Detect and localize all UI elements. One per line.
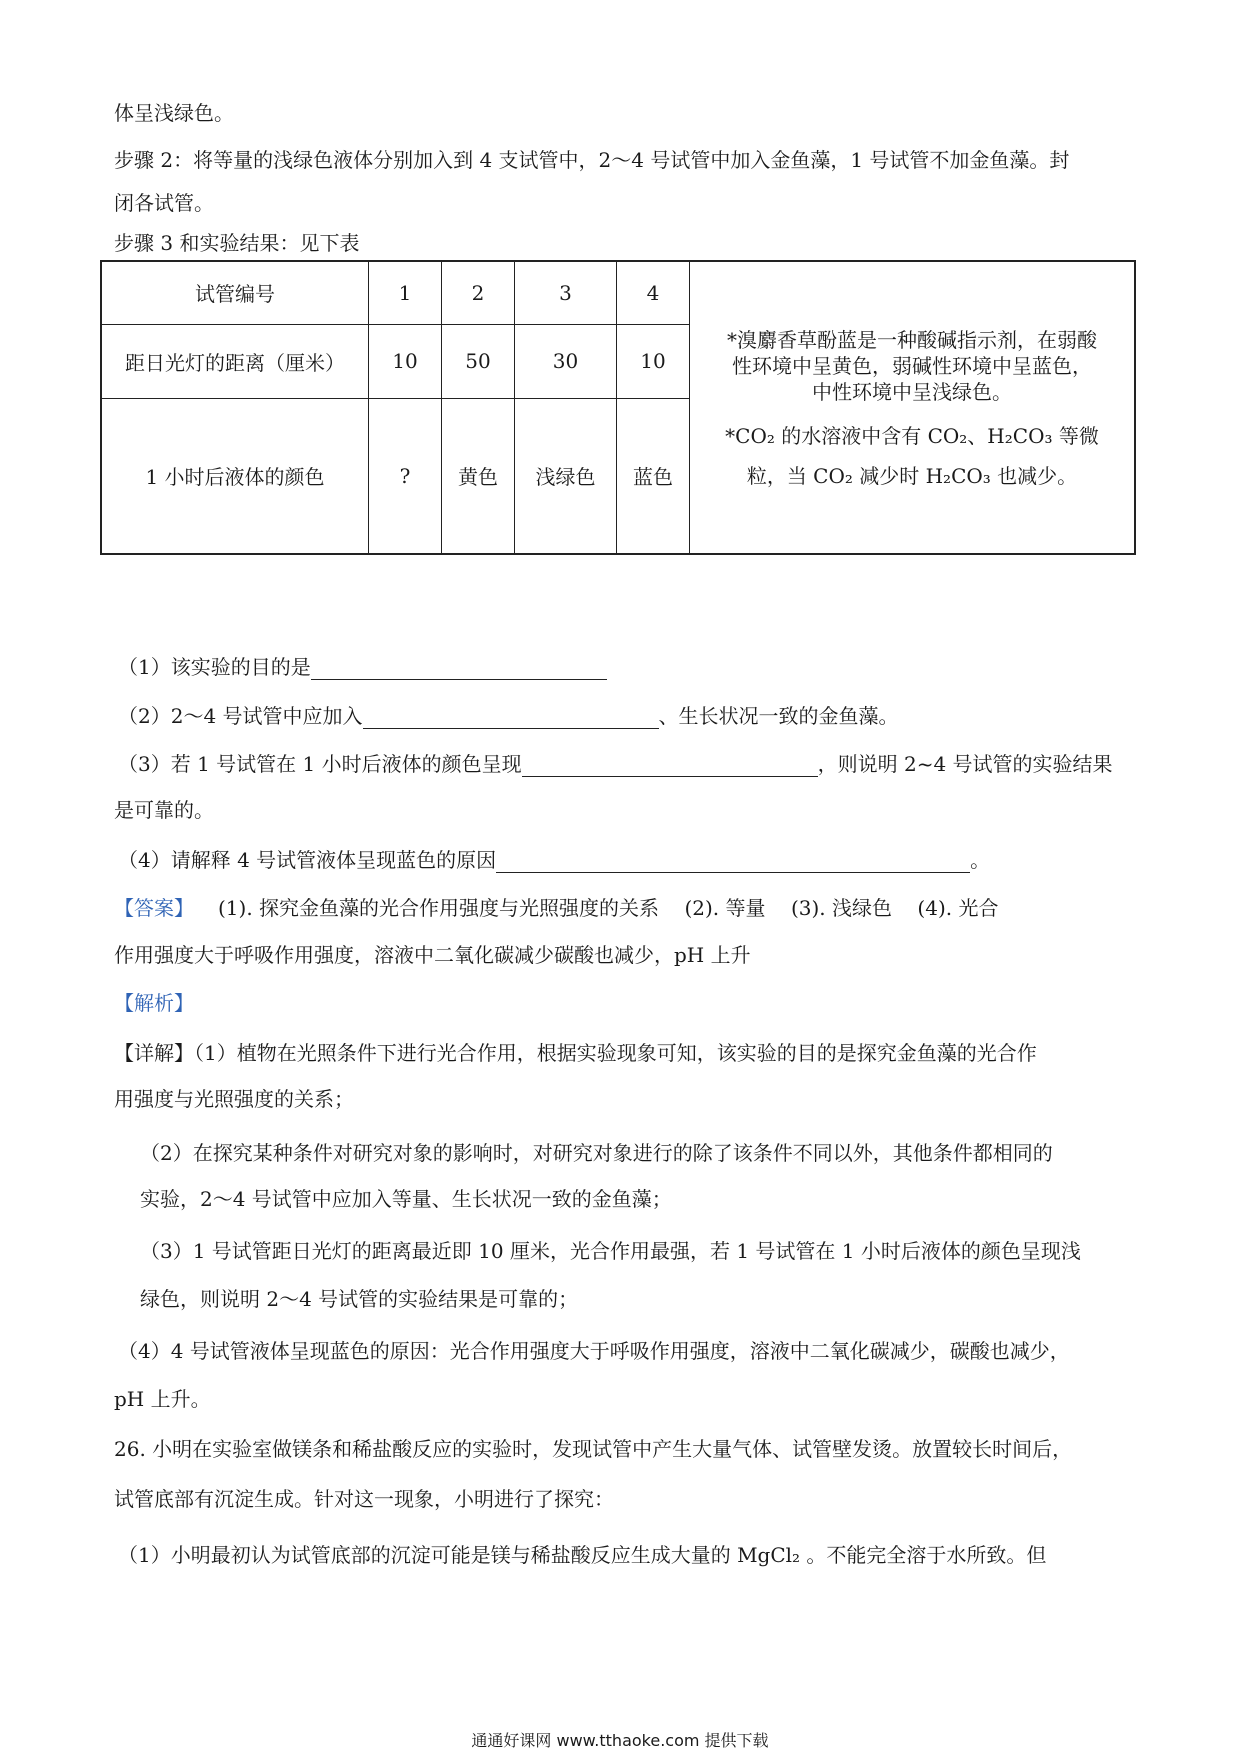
distance-cell: 10 — [369, 324, 442, 398]
answer-line — [114, 895, 998, 921]
distance-cell: 30 — [515, 324, 617, 398]
color-cell: 蓝色 — [617, 398, 690, 554]
detail-2: （2）在探究某种条件对研究对象的影响时，对研究对象进行的除了该条件不同以外，其他条件都相同的 — [140, 1141, 1053, 1165]
answer-tag: 【答案】 — [114, 896, 194, 920]
answer-line-cont: 作用强度大于呼吸作用强度，溶液中二氧化碳减少碳酸也减少，pH 上升 — [114, 943, 751, 967]
question-3-suffix: ，则说明 2~4 号试管的实验结果 — [817, 752, 1113, 776]
row-label-distance: 距日光灯的距离（厘米） — [101, 324, 369, 398]
tube-number: 1 — [369, 261, 442, 324]
note-indicator-line3: 中性环境中呈浅绿色。 — [812, 379, 1012, 404]
question-3 — [118, 751, 1113, 777]
answer-blank — [522, 754, 818, 777]
row-label-color: 1 小时后液体的颜色 — [101, 398, 369, 554]
question-3-cont: 是可靠的。 — [114, 798, 214, 822]
step2-line-cont: 闭各试管。 — [114, 191, 214, 215]
question-26-part1: （1）小明最初认为试管底部的沉淀可能是镁与稀盐酸反应生成大量的 MgCl₂ 。不能完全溶于水所致。但 — [118, 1543, 1047, 1567]
analysis-tag: 【解析】 — [114, 991, 194, 1015]
detail-3-cont: 绿色，则说明 2～4 号试管的实验结果是可靠的； — [140, 1287, 579, 1311]
distance-cell: 50 — [442, 324, 515, 398]
detail-3: （3）1 号试管距日光灯的距离最近即 10 厘米，光合作用最强，若 1 号试管在 1 小时后液体的颜色呈现浅 — [140, 1239, 1081, 1263]
question-1 — [118, 654, 607, 680]
step3-line: 步骤 3 和实验结果：见下表 — [114, 231, 360, 255]
table-notes — [690, 261, 1136, 554]
detail-2-cont: 实验，2～4 号试管中应加入等量、生长状况一致的金鱼藻； — [140, 1187, 672, 1211]
question-3-text: （3）若 1 号试管在 1 小时后液体的颜色呈现 — [118, 752, 522, 776]
question-4-suffix: 。 — [970, 848, 991, 872]
experiment-table — [100, 260, 1136, 555]
note-indicator-line2: 性环境中呈黄色，弱碱性环境中呈蓝色， — [732, 353, 1092, 378]
color-cell: ? — [369, 398, 442, 554]
detail-1: 【详解】（1）植物在光照条件下进行光合作用，根据实验现象可知，该实验的目的是探究金鱼藻的光合作 — [114, 1041, 1037, 1065]
page-footer: 通通好课网 www.tthaoke.com 提供下载 — [471, 1731, 769, 1750]
detail-4-cont: pH 上升。 — [114, 1387, 211, 1411]
tube-number: 4 — [617, 261, 690, 324]
answer-blank — [363, 706, 659, 729]
distance-cell: 10 — [617, 324, 690, 398]
question-2-text: （2）2～4 号试管中应加入 — [118, 704, 363, 728]
detail-4: （4）4 号试管液体呈现蓝色的原因：光合作用强度大于呼吸作用强度，溶液中二氧化碳减少，碳酸也减少， — [118, 1339, 1070, 1363]
question-26-cont: 试管底部有沉淀生成。针对这一现象，小明进行了探究： — [114, 1487, 614, 1511]
step2-line: 步骤 2：将等量的浅绿色液体分别加入到 4 支试管中，2～4 号试管中加入金鱼藻，1 号试管不加金鱼藻。封 — [114, 148, 1070, 172]
row-label-tube: 试管编号 — [101, 261, 369, 324]
tube-number: 3 — [515, 261, 617, 324]
question-4 — [118, 847, 990, 873]
answer-blank — [496, 850, 970, 873]
tube-number: 2 — [442, 261, 515, 324]
intro-line: 体呈浅绿色。 — [114, 101, 234, 125]
detail-1-cont: 用强度与光照强度的关系； — [114, 1087, 354, 1111]
question-26: 26. 小明在实验室做镁条和稀盐酸反应的实验时，发现试管中产生大量气体、试管壁发烫。放置较长时间后， — [114, 1437, 1073, 1461]
question-1-text: （1）该实验的目的是 — [118, 655, 311, 679]
note-co2-line2: 粒，当 CO₂ 减少时 H₂CO₃ 也减少。 — [746, 463, 1078, 488]
question-2-suffix: 、生长状况一致的金鱼藻。 — [658, 704, 899, 728]
note-indicator-line1: *溴麝香草酚蓝是一种酸碱指示剂，在弱酸 — [727, 327, 1097, 352]
question-4-text: （4）请解释 4 号试管液体呈现蓝色的原因 — [118, 848, 497, 872]
answer-blank — [311, 657, 607, 680]
color-cell: 浅绿色 — [515, 398, 617, 554]
note-co2-line1: *CO₂ 的水溶液中含有 CO₂、H₂CO₃ 等微 — [725, 423, 1099, 448]
answer-text: (1). 探究金鱼藻的光合作用强度与光照强度的关系 (2). 等量 (3). 浅绿色 (4). 光合 — [218, 896, 999, 920]
color-cell: 黄色 — [442, 398, 515, 554]
question-2 — [118, 703, 899, 729]
